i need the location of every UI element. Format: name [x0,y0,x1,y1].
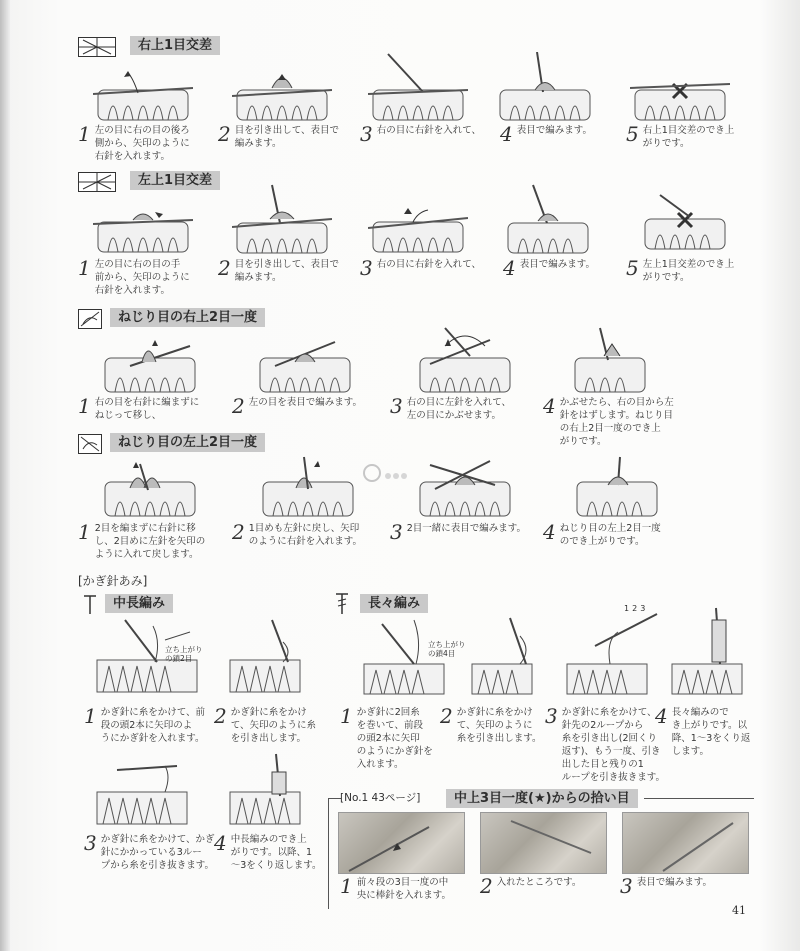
tr-loop-labels [624,604,648,613]
right-cross-symbol-icon [78,37,116,57]
s4-step-2 [232,522,362,548]
step-text: 右の目を右針に編まずに ねじって移し、 [94,397,200,421]
pickup-step-3 [620,876,712,896]
tr-step-2 [440,706,541,745]
step-number: 4 [214,831,227,855]
crochet-heading: [かぎ針あみ] [78,574,148,588]
illustration-hdc-step3 [95,752,195,826]
step-number: 2 [480,874,493,898]
hdc-title: 中長編み [105,594,173,613]
tr-symbol-icon [334,592,350,618]
tr-step-4 [655,706,750,758]
illustration-s4-step2 [258,455,358,518]
step-number: 3 [360,122,373,146]
step-number: 1 [78,394,91,418]
step-text: 1目めも左針に戻し、矢印 のように右針を入れます。 [248,523,362,547]
step-text: 目を引き出して、表目で 編みます。 [234,259,340,283]
illustration-s1-step5 [630,68,730,123]
s2-step-5 [626,258,734,284]
illustration-s4-step1 [100,460,200,518]
step-text: 左の目に右の目の後ろ 側から、矢印のように 右針を入れます。 [94,125,190,162]
step-text: 表目で編みます。 [636,877,712,888]
step-number: 5 [626,122,639,146]
step-number: 3 [620,874,633,898]
s1-step-2 [218,124,339,150]
step-text: 中長編みのでき上 がりです。以降、1 ～3をくり返します。 [230,834,322,871]
s3-step-3 [390,396,511,422]
illustration-s2-step4 [503,183,593,255]
step-text: かぎ針に2回糸 を巻いて、前段 の頭2本に矢印 のようにかぎ針を 入れます。 [356,707,433,770]
step-number: 3 [84,831,97,855]
hdc-step-2 [214,706,316,745]
step-number: 2 [214,704,227,728]
pickup-title: 中上3目一度(★)からの拾い目 [446,789,638,808]
step-number: 3 [390,520,403,544]
step-number: 1 [340,704,353,728]
s2-step-4 [503,258,595,278]
step-text: 左上1目交差のでき上 がりです。 [642,259,735,283]
hdc-step-1 [84,706,205,745]
illustration-s1-step1 [93,68,193,123]
step-number: 3 [390,394,403,418]
illustration-s4-step4 [572,455,662,518]
s2-step-2 [218,258,339,284]
page-number: 41 [732,904,746,917]
pickup-step-1 [340,876,451,902]
illustration-s1-step3 [368,52,468,123]
s4-step-4 [543,522,661,548]
step-text: かぎ針に糸をかけ て、矢印のように 糸を引き出します。 [456,707,542,744]
hdc-symbol-icon [82,594,98,618]
illustration-hdc-step2 [228,618,308,694]
step-text: 右上1目交差のでき上 がりです。 [642,125,735,149]
hdc-step-4 [214,833,322,872]
photo-pickup-step2 [480,812,607,874]
s3-step-2 [232,396,362,416]
tr-step-1 [340,706,433,771]
s1-step-1 [78,124,190,163]
step-text: 右の目に右針を入れて、 [376,259,482,270]
step-text: かぎ針に糸をかけ て、矢印のように糸 を引き出します。 [230,707,317,744]
pickup-page-ref: [No.1 43ページ] [340,792,421,804]
step-number: 2 [232,394,245,418]
step-text: 右の目に右針を入れて、 [376,125,482,136]
illustration-s1-step2 [232,68,332,123]
step-text: かぎ針に糸をかけて、前 段の頭2本に矢印のよ うにかぎ針を入れます。 [100,707,206,744]
step-number: 2 [218,122,231,146]
pickup-rule [644,798,754,799]
book-spine-shadow [0,0,10,951]
step-number: 4 [503,256,516,280]
hdc-step-3 [84,833,215,872]
step-number: 3 [360,256,373,280]
loop-label: 3 [640,604,649,613]
step-text: 左の目に右の目の手 前から、矢印のように 右針を入れます。 [94,259,190,296]
illustration-tr-step4 [670,606,750,696]
illustration-s4-step3 [415,455,515,518]
step-number: 4 [543,394,556,418]
step-text: 左の目を表目で編みます。 [248,397,362,408]
illustration-tr-step3 [565,606,660,696]
photo-pickup-step3 [622,812,749,874]
illustration-s2-step2 [232,183,332,255]
s3-step-4 [543,396,674,448]
section-title-right-cross: 右上1目交差 [130,36,220,55]
s3-step-1 [78,396,199,422]
step-text: 長々編みので き上がりです。以 降、1～3をくり返 します。 [671,707,751,757]
step-text: ねじり目の左上2目一度 のでき上がりです。 [559,523,661,547]
twisted-right-dec-symbol-icon [78,309,102,329]
step-text: かぎ針に糸をかけて、かぎ 針にかかっている3ルー プから糸を引き抜きます。 [100,834,215,871]
illustration-s3-step4 [570,326,650,394]
step-number: 2 [232,520,245,544]
illustration-s2-step3 [368,200,468,255]
s2-step-1 [78,258,190,297]
step-number: 1 [340,874,353,898]
illustration-s1-step4 [495,52,595,123]
step-text: 表目で編みます。 [516,125,592,136]
step-text: かぶせたら、右の目から左 針をはずします。ねじり目 の右上2目一度のでき上 がりです。 [559,397,674,447]
tr-step-3 [545,706,665,784]
step-text: 目を引き出して、表目で 編みます。 [234,125,340,149]
s2-step-3 [360,258,481,278]
tr-title: 長々編み [360,594,428,613]
section-title-twisted-left-dec: ねじり目の左上2目一度 [110,433,265,452]
s4-step-3 [390,522,526,542]
hdc-chain-note: 立ち上がり の鎖2目 [165,645,203,663]
illustration-s2-step1 [93,200,193,255]
step-text: 表目で編みます。 [519,259,595,270]
step-number: 2 [440,704,453,728]
pickup-step-2 [480,876,581,896]
section-title-twisted-right-dec: ねじり目の右上2目一度 [110,308,265,327]
tr-chain-note: 立ち上がり の鎖4目 [428,640,466,658]
photo-pickup-step1 [338,812,465,874]
step-number: 1 [78,256,91,280]
step-text: 2目を編まずに右針に移 し、2目めに左針を矢印の ように入れて戻します。 [94,523,206,560]
illustration-s3-step1 [100,336,200,394]
s1-step-5 [626,124,734,150]
illustration-tr-step2 [470,614,540,696]
step-number: 1 [84,704,97,728]
step-number: 5 [626,256,639,280]
left-cross-symbol-icon [78,172,116,192]
step-text: 右の目に左針を入れて、 左の目にかぶせます。 [406,397,512,421]
loop-label: 2 [632,604,641,613]
illustration-s2-step5 [640,193,730,253]
s1-step-4 [500,124,592,144]
step-number: 4 [543,520,556,544]
twisted-left-dec-symbol-icon [78,434,102,454]
step-text: 2目一緒に表目で編みます。 [406,523,527,534]
s1-step-3 [360,124,481,144]
step-text: かぎ針に糸をかけて、 針先の2ループから 糸を引き出し(2回くり 返す)、もう一度、引き 出した目と残りの1 ループを引き抜きます。 [561,707,665,783]
step-number: 2 [218,256,231,280]
step-number: 3 [545,704,558,728]
step-number: 4 [655,704,668,728]
step-number: 1 [78,122,91,146]
loop-label: 1 [624,604,633,613]
section-title-left-cross: 左上1目交差 [130,171,220,190]
illustration-s3-step3 [415,326,515,394]
step-text: 入れたところです。 [496,877,582,888]
step-number: 1 [78,520,91,544]
step-text: 前々段の3目一度の中 央に棒針を入れます。 [356,877,451,901]
s4-step-1 [78,522,205,561]
illustration-hdc-step4 [228,752,308,826]
illustration-s3-step2 [255,336,355,394]
watermark-logo-icon [362,458,412,488]
step-number: 4 [500,122,513,146]
